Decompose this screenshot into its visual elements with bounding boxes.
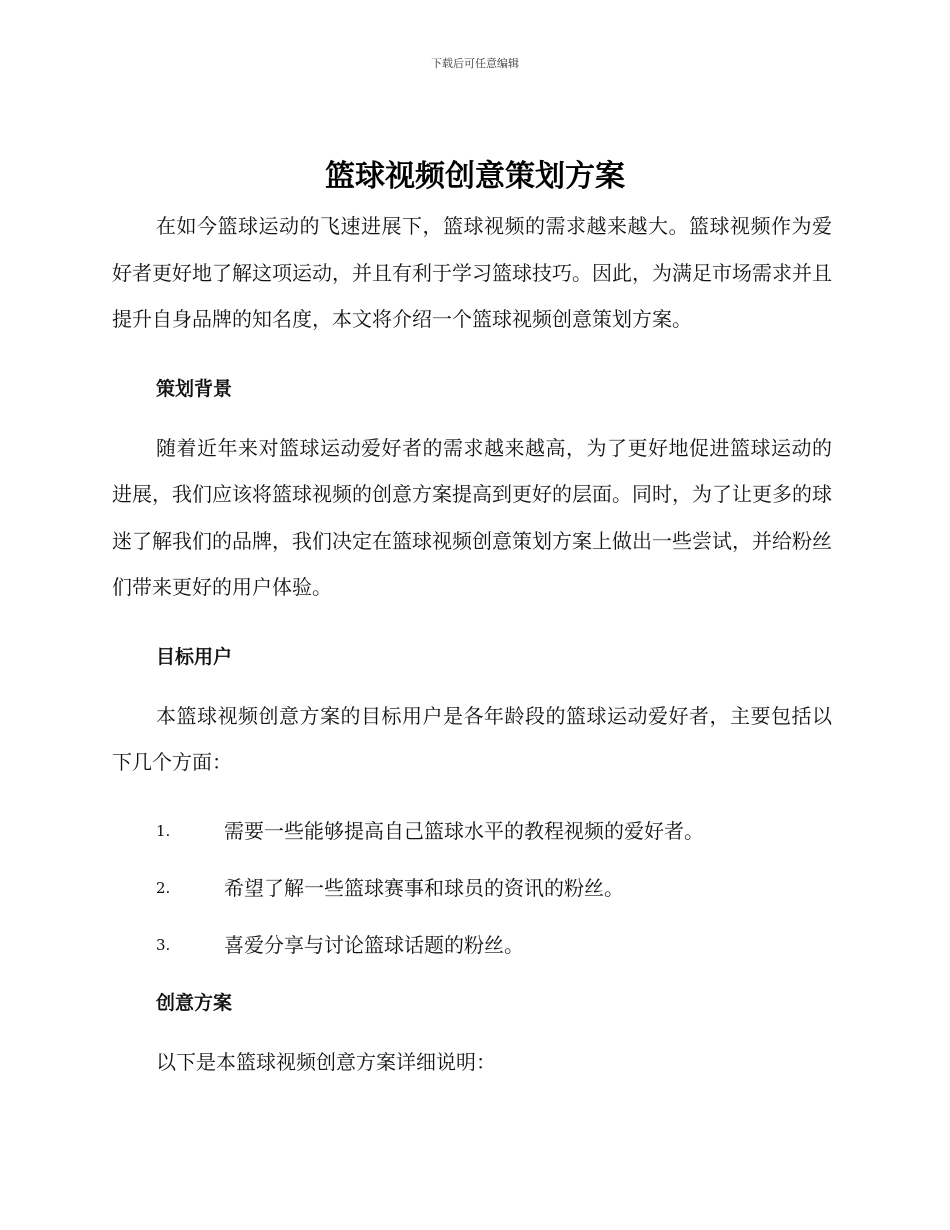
list-item-text: 喜爱分享与讨论篮球话题的粉丝。 [224, 932, 524, 957]
list-item [112, 876, 832, 900]
document-body [112, 203, 832, 1085]
document-title: 篮球视频创意策划方案 [325, 159, 625, 194]
list-item-number: 1. [156, 821, 171, 840]
idea-paragraph: 以下是本篮球视频创意方案详细说明： [156, 1049, 496, 1074]
section-heading-target: 目标用户 [156, 645, 233, 668]
list-item [112, 933, 832, 957]
section-heading-background: 策划背景 [156, 377, 233, 400]
background-paragraph: 随着近年来对篮球运动爱好者的需求越来越高，为了更好地促进篮球运动的进展，我们应该将篮球视频的创意方案提高到更好的层面。同时，为了让更多的球迷了解我们的品牌，我们决定在篮球视频创意策划方案上做出一些尝试，并给粉丝们带来更好的用户体验。 [112, 435, 832, 599]
list-item-text: 希望了解一些篮球赛事和球员的资讯的粉丝。 [224, 875, 624, 900]
list-item-number: 3. [156, 935, 171, 954]
list-item-text: 需要一些能够提高自己篮球水平的教程视频的爱好者。 [224, 818, 704, 843]
target-user-list [112, 819, 832, 957]
list-item [112, 819, 832, 843]
target-paragraph: 本篮球视频创意方案的目标用户是各年龄段的篮球运动爱好者，主要包括以下几个方面： [112, 703, 832, 774]
header-note: 下载后可任意编辑 [431, 57, 519, 70]
intro-paragraph: 在如今篮球运动的飞速进展下，篮球视频的需求越来越大。篮球视频作为爱好者更好地了解这项运动，并且有利于学习篮球技巧。因此，为满足市场需求并且提升自身品牌的知名度，本文将介绍一个篮球视频创意策划方案。 [112, 214, 832, 331]
list-item-number: 2. [156, 878, 171, 897]
section-heading-idea: 创意方案 [156, 991, 233, 1014]
